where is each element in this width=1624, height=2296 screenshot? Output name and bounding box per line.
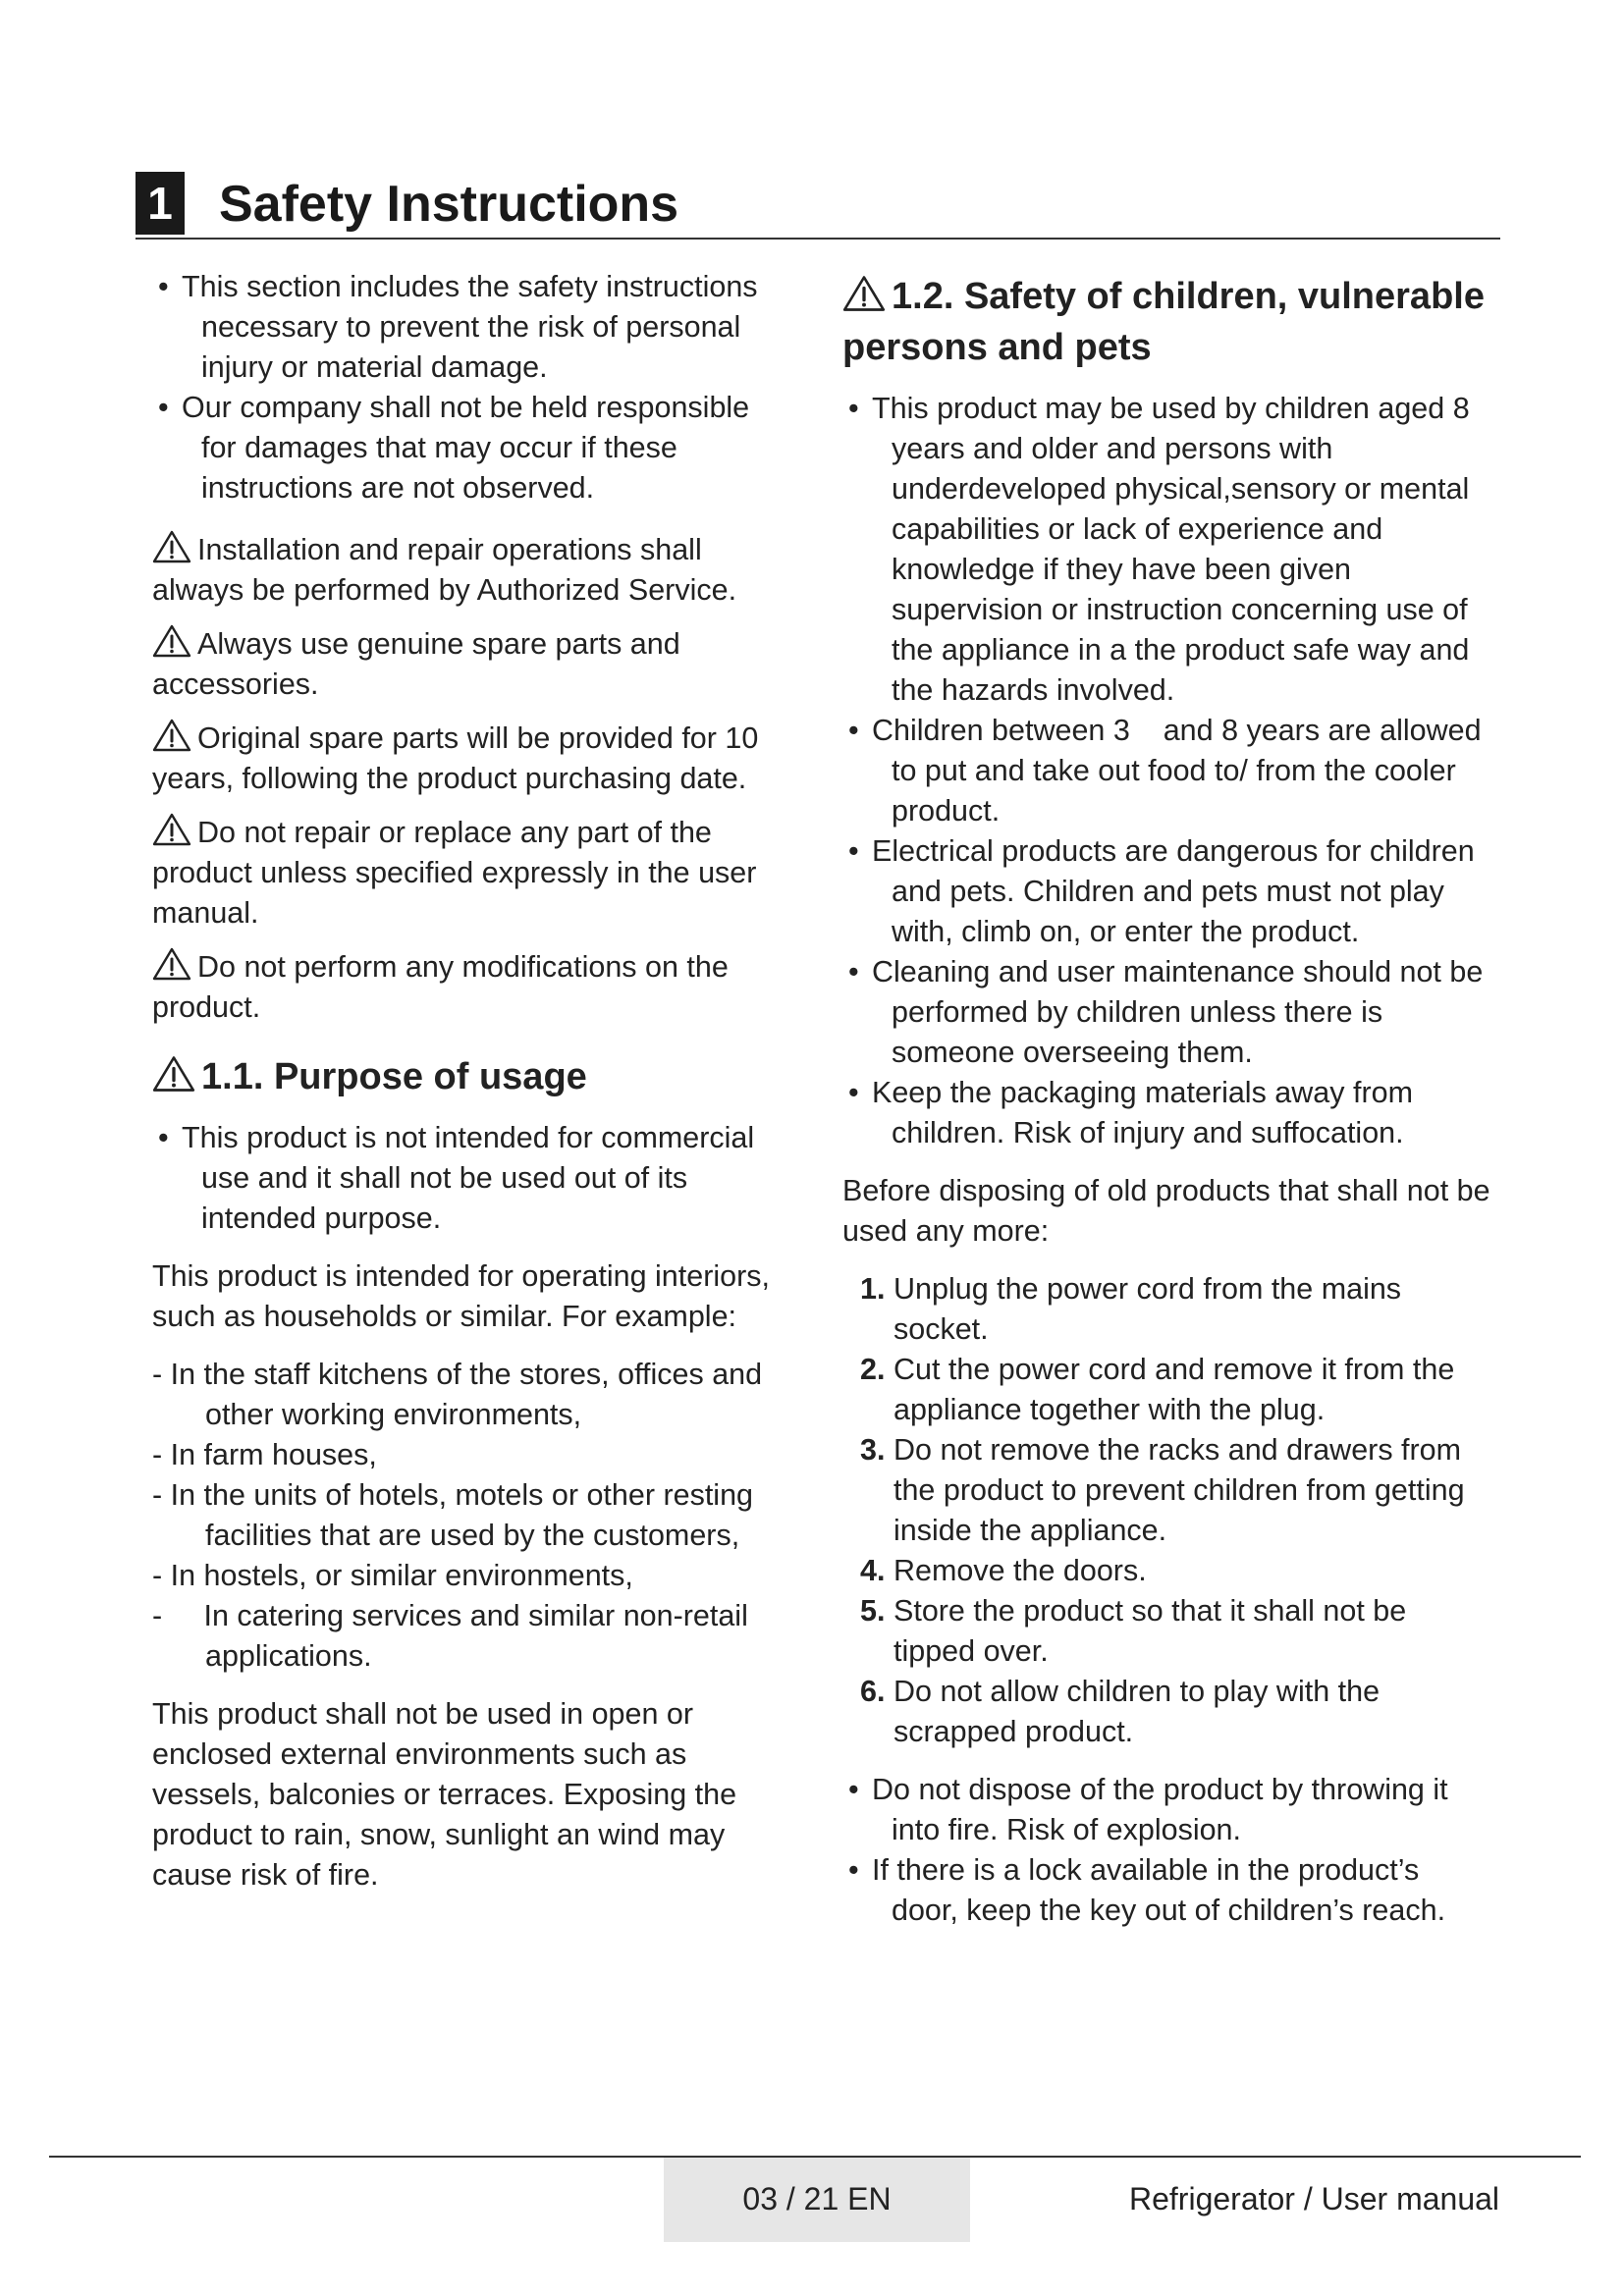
list-item: • Do not dispose of the product by throwing it into fire. Risk of explosion. (842, 1770, 1490, 1850)
warning-icon (842, 275, 886, 312)
list-item: • Our company shall not be held responsible for damages that may occur if these instructions are not observed. (152, 388, 790, 508)
list-item: • This section includes the safety instructions necessary to prevent the risk of personal injury or material damage. (152, 267, 790, 388)
warning-text: Original spare parts will be provided for 10 years, following the product purchasing date. (152, 721, 759, 795)
step-number: 5. (860, 1594, 886, 1628)
list-item (842, 1672, 1490, 1752)
list-item (842, 1269, 1490, 1350)
list-item: • If there is a lock available in the product’s door, keep the key out of children’s reach. (842, 1850, 1490, 1931)
purpose-intro: This product is intended for operating interiors, such as households or similar. For example: (152, 1259, 770, 1333)
final-bullets (842, 1770, 1490, 1931)
step-number: 6. (860, 1675, 886, 1708)
step-number: 3. (860, 1433, 886, 1467)
step-text: Cut the power cord and remove it from the appliance together with the plug. (893, 1353, 1455, 1426)
purpose-heading (152, 1051, 790, 1102)
list-item: • Cleaning and user maintenance should not be performed by children unless there is someone overseeing them. (842, 952, 1490, 1073)
section-header (135, 169, 1500, 240)
warning-paragraph (152, 947, 790, 1028)
warning-paragraph (152, 719, 790, 799)
disposal-steps (842, 1269, 1490, 1752)
disposal-intro: Before disposing of old products that shall not be used any more: (842, 1174, 1490, 1248)
warning-icon (152, 947, 191, 981)
usage-examples (152, 1355, 790, 1677)
step-text: Store the product so that it shall not be tipped over. (893, 1594, 1407, 1668)
list-item: • This product is not intended for commercial use and it shall not be used out of its intended purpose. (152, 1118, 790, 1239)
warning-icon (152, 1055, 195, 1093)
section-title: Safety Instructions (219, 176, 679, 233)
intro-bullets (152, 267, 790, 508)
left-column (152, 267, 790, 1896)
purpose-heading-text: 1.1. Purpose of usage (201, 1056, 587, 1097)
warning-paragraph (152, 530, 790, 611)
list-item: • Children between 3 and 8 years are allowed to put and take out food to/ from the cooler product. (842, 711, 1490, 831)
manual-title: Refrigerator / User manual (1129, 2181, 1500, 2216)
warning-text: Always use genuine spare parts and accessories. (152, 627, 680, 701)
step-number: 4. (860, 1554, 886, 1587)
warning-paragraph (152, 624, 790, 705)
warning-icon (152, 624, 191, 658)
warning-text: Installation and repair operations shall always be performed by Authorized Service. (152, 533, 737, 607)
list-item: - In farm houses, (152, 1438, 377, 1471)
step-text: Remove the doors. (893, 1554, 1147, 1587)
step-text: Unplug the power cord from the mains socket. (893, 1272, 1402, 1346)
list-item (842, 1551, 1490, 1591)
children-heading-text: 1.2. Safety of children, vulnerable persons and pets (842, 276, 1485, 368)
list-item: • Electrical products are dangerous for children and pets. Children and pets must not play with, climb on, or enter the product. (842, 831, 1490, 952)
warning-icon (152, 530, 191, 563)
list-item (842, 1430, 1490, 1551)
warning-icon (152, 719, 191, 752)
list-item: - In catering services and similar non-retail applications. (152, 1599, 757, 1673)
list-item: • Keep the packaging materials away from children. Risk of injury and suffocation. (842, 1073, 1490, 1153)
warning-text: Do not repair or replace any part of the product unless specified expressly in the user manual. (152, 816, 757, 930)
list-item: - In hostels, or similar environments, (152, 1559, 633, 1592)
step-text: Do not allow children to play with the scrapped product. (893, 1675, 1380, 1748)
page-number: 03 / 21 EN (742, 2181, 892, 2216)
list-item: • This product may be used by children aged 8 years and older and persons with underdeveloped physical,sensory or mental capabilities or lack of experience and knowledge if they have been given supervision or instruction concerning use of the appliance in a the product safe way and the hazards involved. (842, 389, 1490, 711)
warning-text: Do not perform any modifications on the product. (152, 950, 729, 1024)
step-number: 1. (860, 1272, 886, 1306)
warning-paragraph (152, 813, 790, 934)
purpose-bullets (152, 1118, 790, 1239)
list-item: - In the staff kitchens of the stores, offices and other working environments, (152, 1358, 763, 1431)
list-item: - In the units of hotels, motels or other resting facilities that are used by the customers, (152, 1478, 753, 1552)
section-number: 1 (135, 172, 185, 235)
purpose-closing: This product shall not be used in open or enclosed external environments such as vessels, balconies or terraces. Exposing the product to rain, snow, sunlight an wind may cause risk of fire. (152, 1697, 737, 1892)
children-bullets (842, 389, 1490, 1153)
list-item (842, 1350, 1490, 1430)
warning-icon (152, 813, 191, 846)
children-heading (842, 271, 1490, 373)
step-number: 2. (860, 1353, 886, 1386)
right-column (842, 267, 1490, 1931)
step-text: Do not remove the racks and drawers from the product to prevent children from getting inside the appliance. (893, 1433, 1465, 1547)
list-item (842, 1591, 1490, 1672)
